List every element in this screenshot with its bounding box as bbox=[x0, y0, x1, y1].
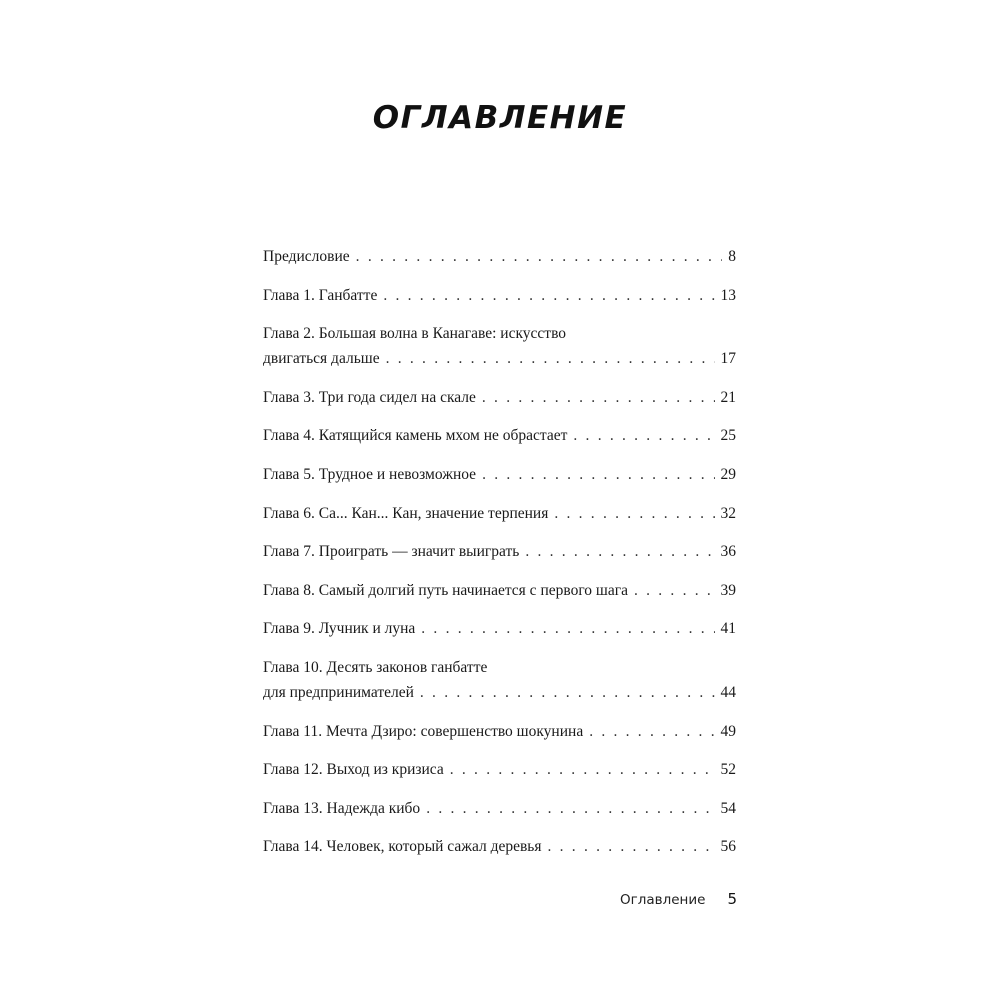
toc-leader-dots bbox=[420, 680, 715, 705]
toc-leader-dots bbox=[383, 283, 714, 308]
toc-entry-title: Глава 6. Са... Кан... Кан, значение терпения bbox=[263, 504, 549, 522]
toc-entry-title: Глава 9. Лучник и луна bbox=[263, 620, 416, 638]
toc-row bbox=[263, 501, 736, 526]
toc-entry-title: Глава 14. Человек, который сажал деревья bbox=[263, 838, 542, 856]
toc-row bbox=[263, 462, 736, 487]
toc-entry[interactable] bbox=[263, 423, 736, 448]
toc-entry-title-line1: Глава 10. Десять законов ганбатте bbox=[263, 658, 488, 676]
page-title: ОГЛАВЛЕНИЕ bbox=[372, 100, 628, 136]
toc-entry[interactable] bbox=[263, 539, 736, 564]
toc-entry-title: для предпринимателей bbox=[263, 683, 414, 701]
toc-entry[interactable] bbox=[263, 655, 736, 705]
toc-entry[interactable] bbox=[263, 719, 736, 744]
toc-row bbox=[263, 244, 736, 269]
toc-leader-dots bbox=[356, 244, 723, 269]
toc-page-number: 8 bbox=[728, 248, 736, 265]
toc-entry[interactable] bbox=[263, 385, 736, 410]
toc-entry-title: Глава 7. Проиграть — значит выиграть bbox=[263, 543, 520, 561]
toc-leader-dots bbox=[634, 578, 715, 603]
toc-page-number: 52 bbox=[720, 761, 736, 779]
toc-page-number: 44 bbox=[720, 683, 736, 701]
toc-entry-title: Глава 8. Самый долгий путь начинается с первого шага bbox=[263, 581, 628, 599]
toc-row bbox=[263, 346, 736, 371]
toc-page-number: 41 bbox=[720, 620, 736, 638]
toc-leader-dots bbox=[589, 719, 714, 744]
toc-row bbox=[263, 539, 736, 564]
toc-row bbox=[263, 796, 736, 821]
toc-entry-title-line1: Глава 2. Большая волна в Канагаве: искусство bbox=[263, 325, 567, 343]
toc-row bbox=[263, 680, 736, 705]
toc-entry-title: Глава 1. Ганбатте bbox=[263, 286, 378, 304]
running-footer bbox=[600, 890, 737, 908]
toc-page-number: 17 bbox=[720, 350, 736, 368]
toc-leader-dots bbox=[426, 796, 714, 821]
toc-page-number: 29 bbox=[720, 465, 736, 483]
toc-entry-title: Глава 11. Мечта Дзиро: совершенство шокунина bbox=[263, 722, 584, 740]
toc-entry-title: двигаться дальше bbox=[263, 350, 380, 368]
toc-leader-dots bbox=[554, 501, 714, 526]
toc-entry[interactable] bbox=[263, 462, 736, 487]
toc-row bbox=[263, 757, 736, 782]
toc-row bbox=[263, 616, 736, 641]
toc-entry-title: Глава 12. Выход из кризиса bbox=[263, 761, 444, 779]
toc-entry[interactable] bbox=[263, 244, 736, 269]
toc-page-number: 13 bbox=[720, 286, 736, 304]
toc-entry-title: Глава 3. Три года сидел на скале bbox=[263, 388, 476, 406]
toc-row bbox=[263, 719, 736, 744]
toc-row bbox=[263, 578, 736, 603]
toc-entry[interactable] bbox=[263, 757, 736, 782]
toc-leader-dots bbox=[525, 539, 714, 564]
toc-leader-dots bbox=[573, 423, 714, 448]
toc-leader-dots bbox=[421, 616, 714, 641]
toc-entry[interactable] bbox=[263, 616, 736, 641]
toc-leader-dots bbox=[482, 462, 714, 487]
toc-entry-title: Глава 4. Катящийся камень мхом не обрастает bbox=[263, 427, 568, 445]
toc-leader-dots bbox=[450, 757, 715, 782]
toc-leader-dots bbox=[386, 346, 715, 371]
toc-leader-dots bbox=[482, 385, 715, 410]
footer-page-number: 5 bbox=[727, 890, 737, 908]
toc-entry[interactable] bbox=[263, 321, 736, 371]
toc-page-number: 39 bbox=[720, 581, 736, 599]
toc-entry[interactable] bbox=[263, 501, 736, 526]
toc-page-number: 54 bbox=[720, 799, 736, 817]
toc-page-number: 36 bbox=[720, 543, 736, 561]
footer-running-title: Оглавление bbox=[620, 892, 706, 908]
toc-page-number: 25 bbox=[720, 427, 736, 445]
toc-entry[interactable] bbox=[263, 283, 736, 308]
toc-entry-title: Глава 13. Надежда кибо bbox=[263, 799, 421, 817]
toc-row bbox=[263, 283, 736, 308]
table-of-contents bbox=[263, 244, 736, 873]
toc-page-number: 56 bbox=[720, 838, 736, 856]
toc-row bbox=[263, 423, 736, 448]
toc-row bbox=[263, 834, 736, 859]
toc-entry-title: Глава 5. Трудное и невозможное bbox=[263, 465, 477, 483]
toc-page-number: 21 bbox=[720, 388, 736, 406]
toc-page-number: 49 bbox=[720, 722, 736, 740]
toc-entry[interactable] bbox=[263, 796, 736, 821]
toc-entry[interactable] bbox=[263, 578, 736, 603]
toc-page-number: 32 bbox=[720, 504, 736, 522]
toc-leader-dots bbox=[548, 834, 715, 859]
toc-entry[interactable] bbox=[263, 834, 736, 859]
toc-row bbox=[263, 385, 736, 410]
toc-entry-title: Предисловие bbox=[263, 248, 350, 265]
